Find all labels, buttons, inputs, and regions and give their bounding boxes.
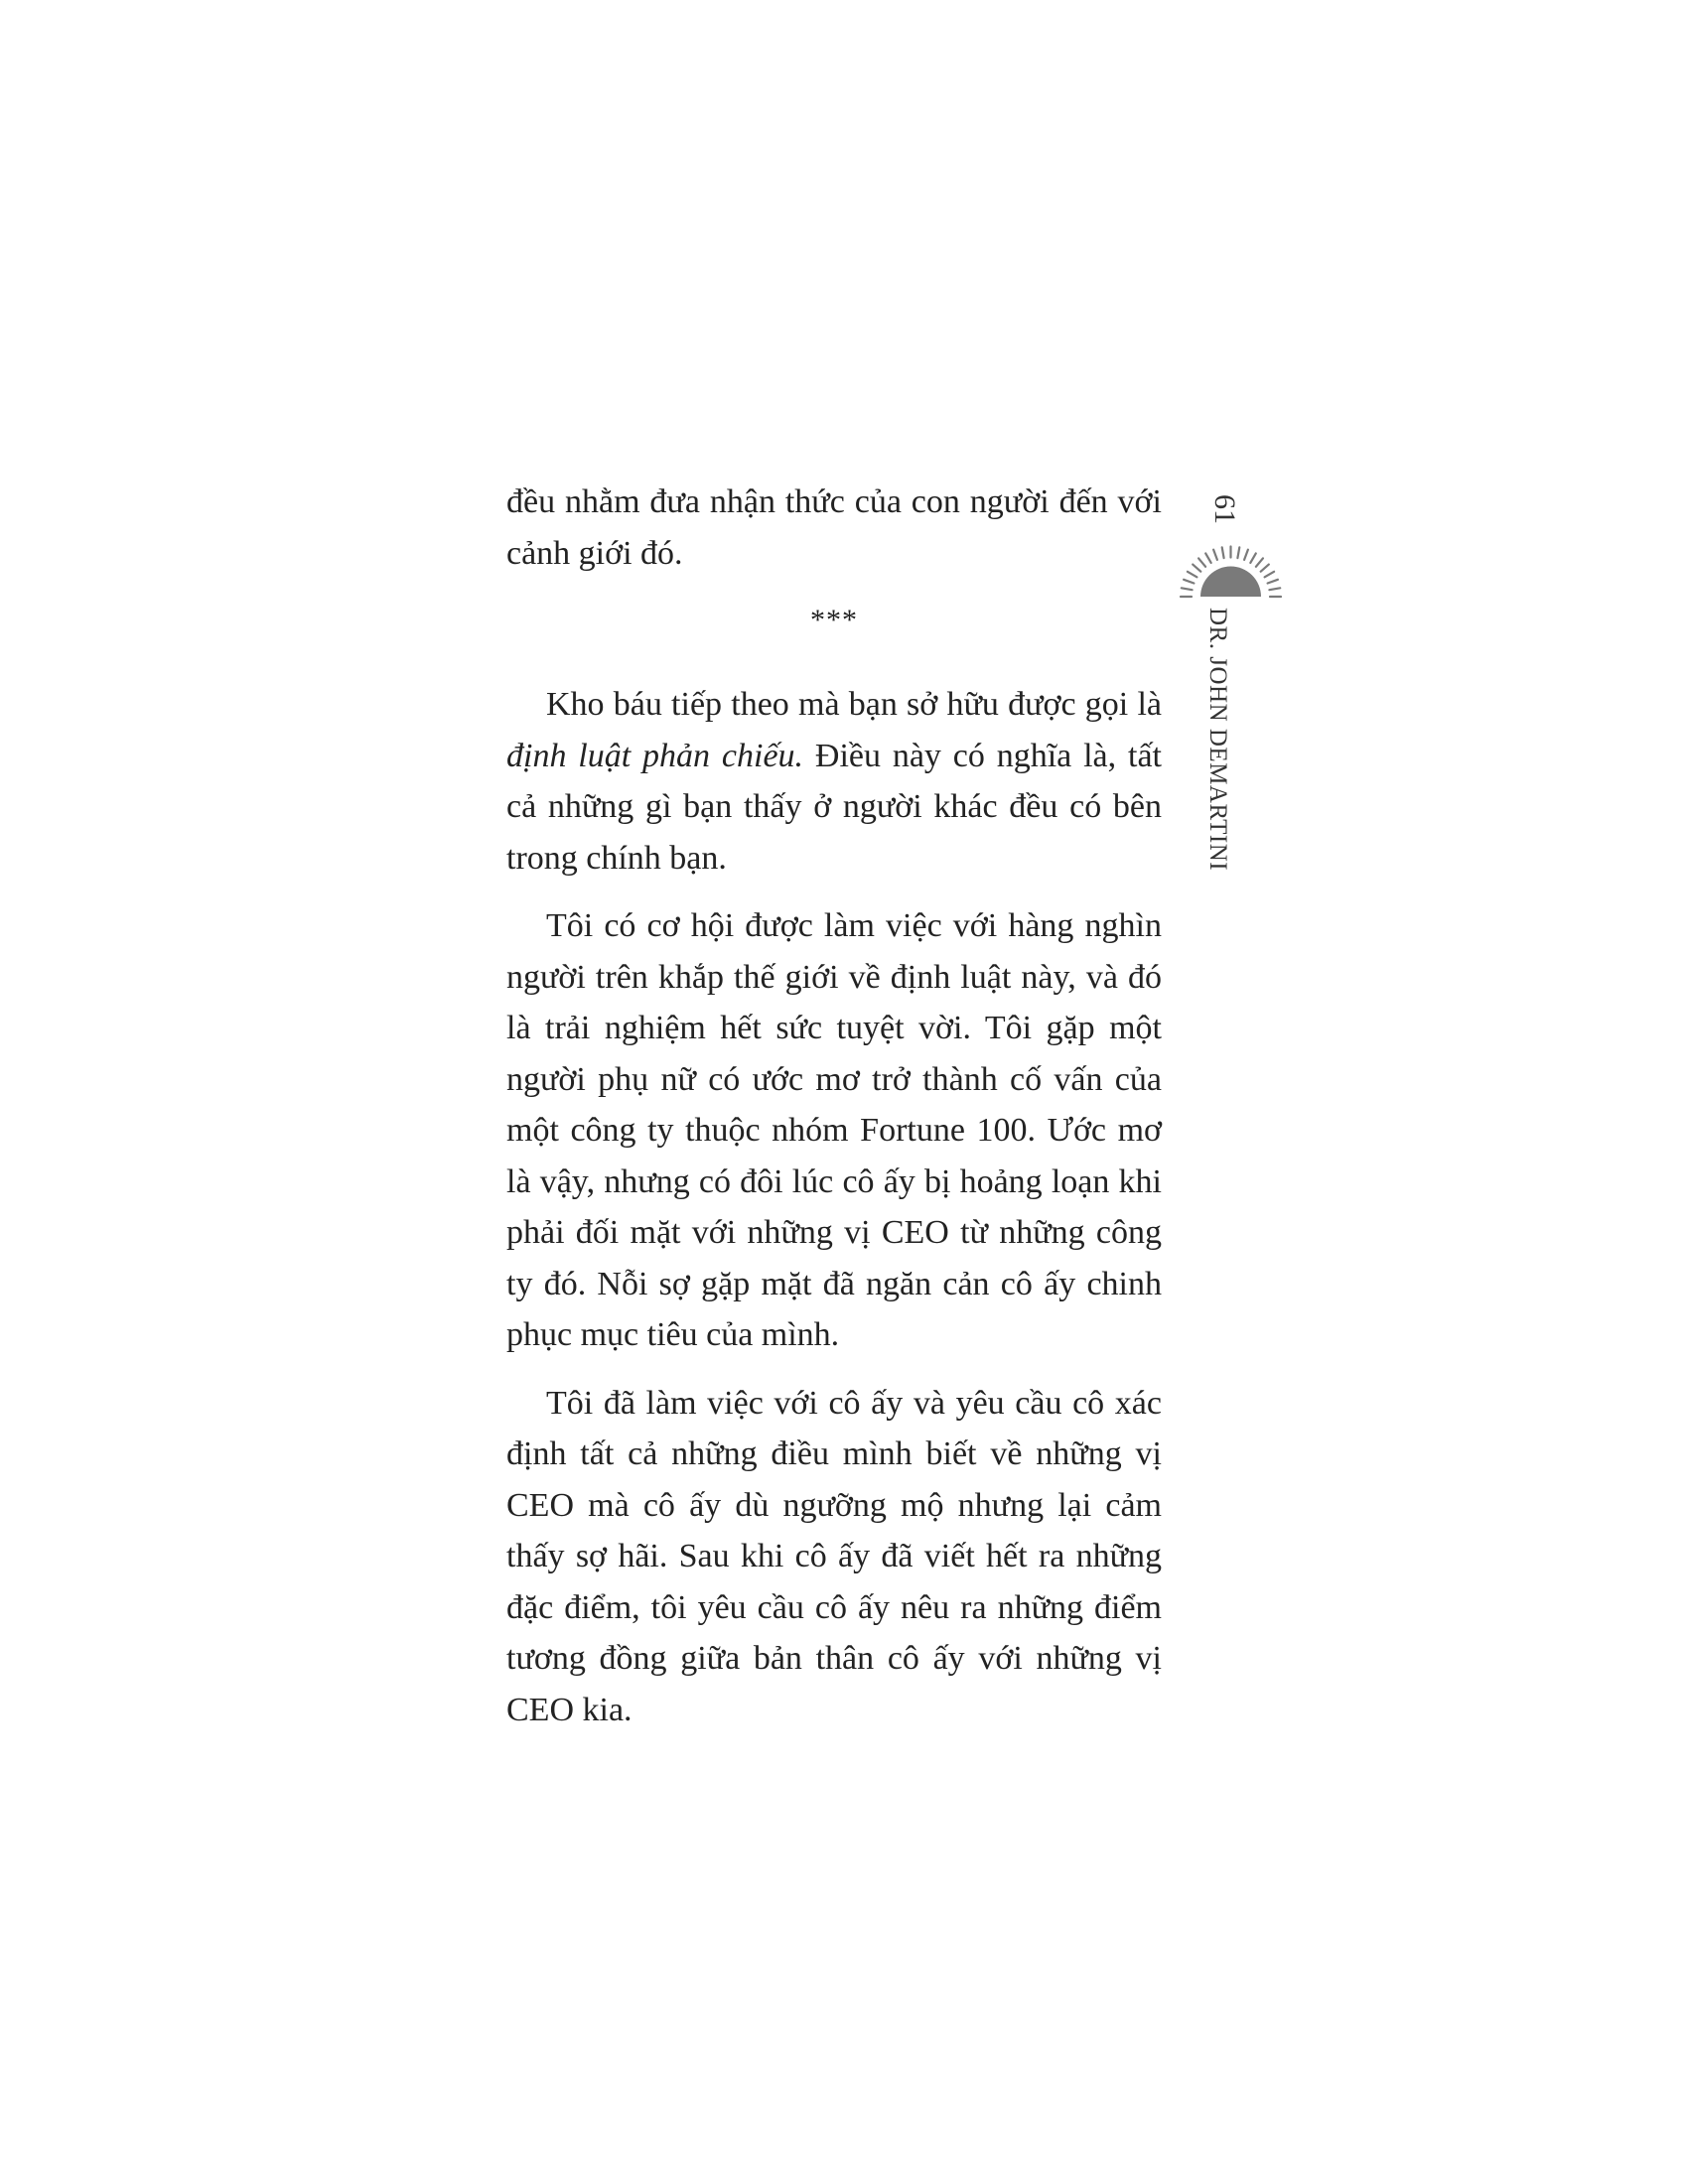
paragraph-mirror-law-lead: Kho báu tiếp theo mà bạn sở hữu được gọi là [546, 686, 1162, 723]
body-text [506, 477, 1162, 1735]
section-separator: *** [810, 604, 858, 636]
mirror-law-term: định luật phản chiếu. [506, 737, 804, 774]
paragraph-mirror-law-rest: Điều này có nghĩa là, tất cả những gì bạn thấy ở người khác đều có bên trong chính bạn. [506, 737, 1162, 877]
page-number: 61 [1208, 494, 1241, 524]
paragraph-fortune-story: Tôi có cơ hội được làm việc với hàng nghìn người trên khắp thế giới về định luật này, và đó là trải nghiệm hết sức tuyệt vời. Tôi gặp một người phụ nữ có ước mơ trở thành cố vấn của một công ty thuộc nhóm Fortune 100. Ước mơ là vậy, nhưng có đôi lúc cô ấy bị hoảng loạn khi phải đối mặt với những vị CEO từ những công ty đó. Nỗi sợ gặp mặt đã ngăn cản cô ấy chinh phục mục tiêu của mình. [506, 907, 1162, 1353]
running-head-author: DR. JOHN DEMARTINI [1204, 608, 1231, 872]
paragraph-mirror-law [506, 679, 1162, 884]
continued-paragraph: đều nhằm đưa nhận thức của con người đến với cảnh giới đó. [506, 483, 1162, 572]
rising-sun-icon [1179, 541, 1283, 599]
paragraph-ceo-exercise: Tôi đã làm việc với cô ấy và yêu cầu cô xác định tất cả những điều mình biết về những vị CEO mà cô ấy dù ngưỡng mộ nhưng lại cảm thấy sợ hãi. Sau khi cô ấy đã viết hết ra những đặc điểm, tôi yêu cầu cô ấy nêu ra những điểm tương đồng giữa bản thân cô ấy với những vị CEO kia. [506, 1384, 1162, 1728]
